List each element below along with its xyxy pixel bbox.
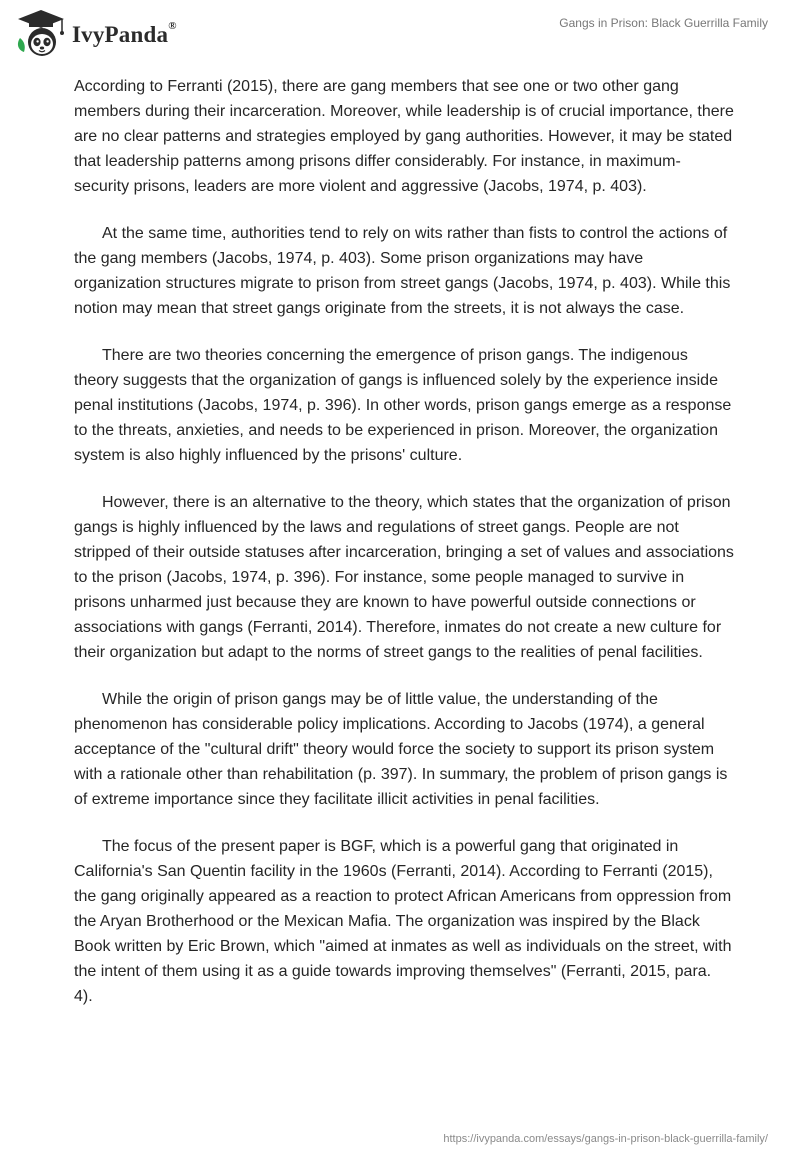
paragraph: However, there is an alternative to the theory, which states that the organization of prison gangs is highly influenced by the laws and regulations of street gangs. People are not stripped of their outside statuses after incarceration, bringing a set of values and associations to the prison (Jacobs, 1974, p. 396). For instance, some people managed to survive in prisons unharmed just because they are known to have powerful outside connections or associations with gangs (Ferranti, 2014). Therefore, inmates do not create a new culture for their organization but adapt to the norms of street gangs to the realities of penal facilities. xyxy=(74,494,734,661)
registered-mark: ® xyxy=(168,19,177,32)
panda-graduate-icon xyxy=(14,8,68,58)
document-title: Gangs in Prison: Black Guerrilla Family xyxy=(559,16,768,30)
paragraph: At the same time, authorities tend to rely on wits rather than fists to control the actions of the gang members (Jacobs, 1974, p. 403). Some prison organizations may have organization structures migrate to prison from street gangs (Jacobs, 1974, p. 403). While this notion may mean that street gangs originate from the streets, it is not always the case. xyxy=(74,225,731,317)
source-url[interactable]: https://ivypanda.com/essays/gangs-in-prison-black-guerrilla-family/ xyxy=(443,1133,768,1145)
paragraph: While the origin of prison gangs may be of little value, the understanding of the phenomenon has considerable policy implications. According to Jacobs (1974), a general acceptance of the "cultural drift" theory would force the society to support its prison system with a rationale other than rehabilitation (p. 397). In summary, the problem of prison gangs is of extreme importance since they facilitate illicit activities in penal facilities. xyxy=(74,691,728,808)
page-header xyxy=(0,0,800,70)
paragraph: The focus of the present paper is BGF, which is a powerful gang that originated in California's San Quentin facility in the 1960s (Ferranti, 2014). According to Ferranti (2015), the gang originally appeared as a reaction to protect African Americans from oppression from the Aryan Brotherhood or the Mexican Mafia. The organization was inspired by the Black Book written by Eric Brown, which "aimed at inmates as well as individuals on the street, with the intent of them using it as a guide towards improving themselves" (Ferranti, 2015, para. 4). xyxy=(74,838,732,1005)
ivypanda-logo[interactable] xyxy=(14,8,177,58)
essay-body xyxy=(74,74,734,1031)
brand-name: IvyPanda® xyxy=(72,19,177,47)
paragraph: There are two theories concerning the emergence of prison gangs. The indigenous theory suggests that the organization of gangs is influenced solely by the experience inside penal institutions (Jacobs, 1974, p. 396). In other words, prison gangs emerge as a response to the threats, anxieties, and needs to be experienced in prison. Moreover, the organization system is also highly influenced by the prisons' culture. xyxy=(74,347,732,464)
paragraph: According to Ferranti (2015), there are gang members that see one or two other gang members during their incarceration. Moreover, while leadership is of crucial importance, there are no clear patterns and strategies employed by gang authorities. However, it may be stated that leadership patterns among prisons differ considerably. For instance, in maximum-security prisons, leaders are more violent and aggressive (Jacobs, 1974, p. 403). xyxy=(74,78,734,195)
